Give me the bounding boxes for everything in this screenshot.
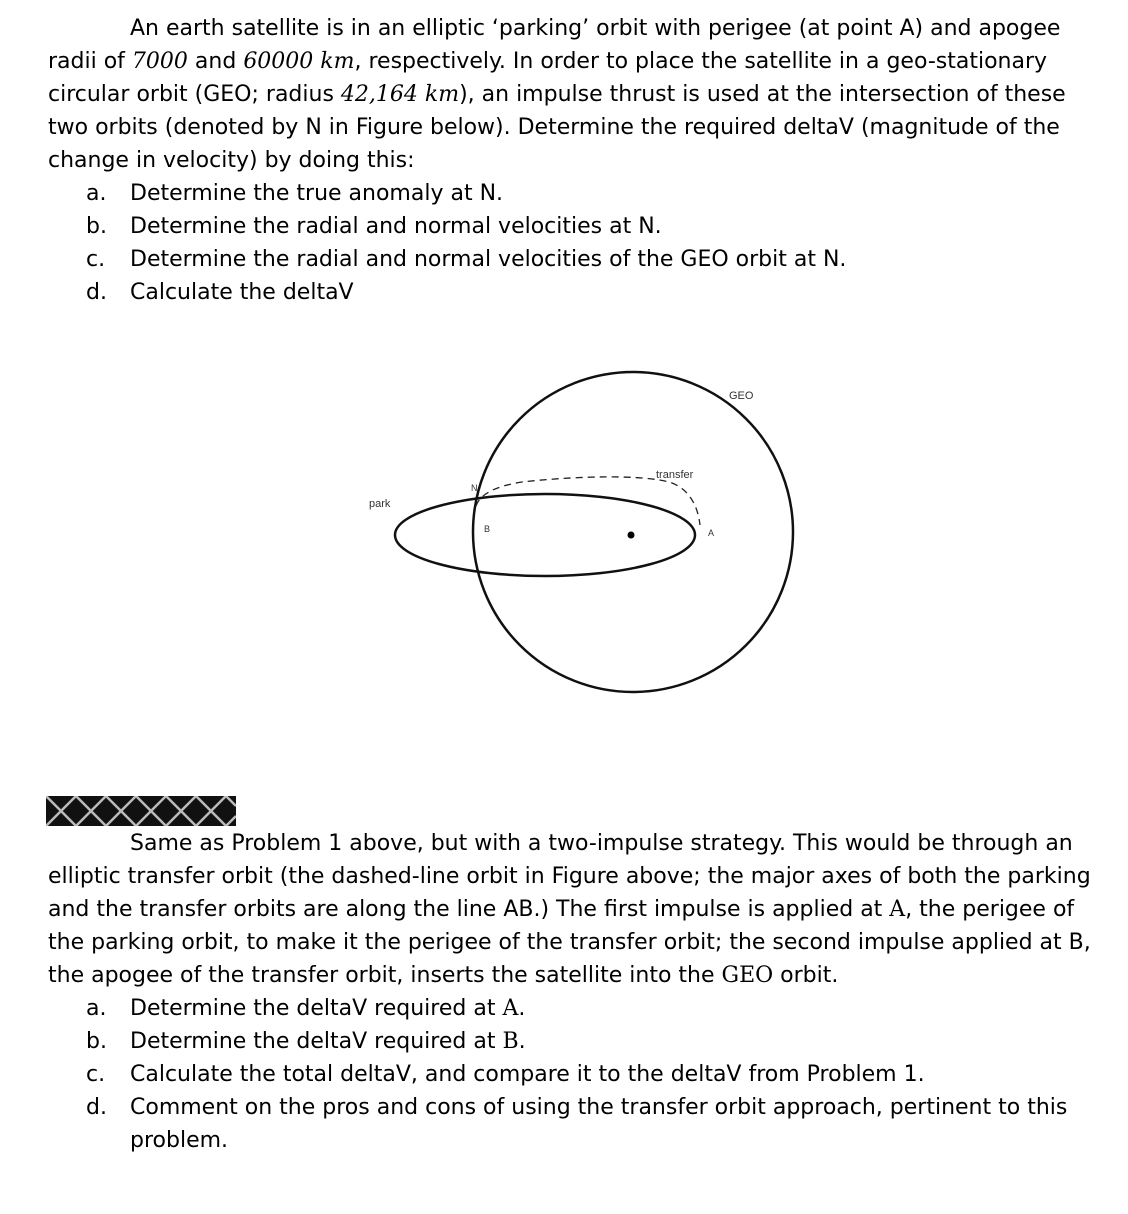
problem2-item <box>86 1091 1116 1157</box>
point-a-symbol: A <box>889 897 906 922</box>
geo-radius-value: 42,164 km <box>340 82 460 107</box>
problem1-intro <box>48 12 1108 177</box>
redacted-heading <box>46 796 236 826</box>
list-item-text: Calculate the deltaV <box>130 280 354 305</box>
problem1-item <box>86 177 1116 210</box>
point-a-label: A <box>708 528 715 538</box>
list-marker: d. <box>86 1095 107 1120</box>
list-marker: d. <box>86 280 107 305</box>
problem1-item <box>86 243 1116 276</box>
problem2-item <box>86 1058 1116 1091</box>
transfer-label: transfer <box>656 469 694 481</box>
list-item-body: Determine the deltaV required at <box>130 996 503 1021</box>
list-item-text: Determine the radial and normal velocities at N. <box>130 214 662 239</box>
list-item-text: Determine the radial and normal velocities of the GEO orbit at N. <box>130 247 847 272</box>
problem2-text-2: , the perigee of the parking orbit, to make it the perigee of the transfer orbit; the second impulse applied at B, the apogee of the transfer orbit, inserts the satellite into the <box>48 897 1091 988</box>
list-marker: a. <box>86 996 107 1021</box>
list-item-text: Determine the true anomaly at N. <box>130 181 504 206</box>
list-item-end: . <box>518 996 526 1021</box>
point-b-label: B <box>484 524 491 534</box>
orbit-figure <box>360 370 800 700</box>
problem1-text-4: ), an impulse thrust is used at the intersection of these two orbits (denoted by N in Figure below). Determine the required deltaV (magnitude of the change in velocity) by doing this: <box>48 82 1066 173</box>
problem2-intro <box>48 827 1108 992</box>
problem2-item <box>86 992 1116 1025</box>
point-symbol: B <box>502 1029 519 1054</box>
list-item-text <box>130 1025 1116 1058</box>
geo-label: GEO <box>729 390 754 402</box>
point-symbol: A <box>502 996 519 1021</box>
problem1-text-3: , respectively. In order to place the satellite in a geo-stationary circular orbit (GEO; radius <box>48 49 1048 107</box>
list-item-body: Determine the deltaV required at <box>130 1029 503 1054</box>
list-item-text <box>130 992 1116 1025</box>
list-item-end: . <box>518 1029 526 1054</box>
problem1-text-2: and <box>187 49 244 74</box>
list-item-body: Calculate the total deltaV, and compare it to the deltaV from Problem 1. <box>130 1062 925 1087</box>
list-item-text <box>130 1058 1116 1091</box>
park-label: park <box>369 498 391 510</box>
geo-symbol: GEO <box>721 963 774 988</box>
problem2-text-1: Same as Problem 1 above, but with a two-impulse strategy. This would be through an elliptic transfer orbit (the dashed-line orbit in Figure above; the major axes of both the parking and the transfer orbits are along the line AB.) The first impulse is applied at <box>48 831 1091 922</box>
list-item-body: Comment on the pros and cons of using the transfer orbit approach, pertinent to this problem. <box>130 1095 1068 1153</box>
perigee-radius-value: 7000 <box>131 49 188 74</box>
list-marker: c. <box>86 247 106 272</box>
earth-dot <box>628 532 635 539</box>
problem2-item <box>86 1025 1116 1058</box>
problem2-text-3: orbit. <box>773 963 839 988</box>
problem1-item <box>86 210 1116 243</box>
list-marker: b. <box>86 214 107 239</box>
list-marker: b. <box>86 1029 107 1054</box>
parking-orbit <box>395 494 695 576</box>
list-marker: c. <box>86 1062 106 1087</box>
geo-orbit <box>473 372 793 692</box>
list-marker: a. <box>86 181 107 206</box>
apogee-radius-value: 60000 km <box>243 49 355 74</box>
point-n-label: N <box>471 483 478 493</box>
problem1-text-1: An earth satellite is in an elliptic ‘parking’ orbit with perigee (at point A) and apogee radii of <box>48 16 1061 74</box>
problem1-list <box>86 177 1116 309</box>
list-item-text <box>130 1091 1116 1157</box>
problem1-item <box>86 276 1116 309</box>
problem2-list <box>86 992 1116 1157</box>
transfer-orbit <box>476 477 700 525</box>
